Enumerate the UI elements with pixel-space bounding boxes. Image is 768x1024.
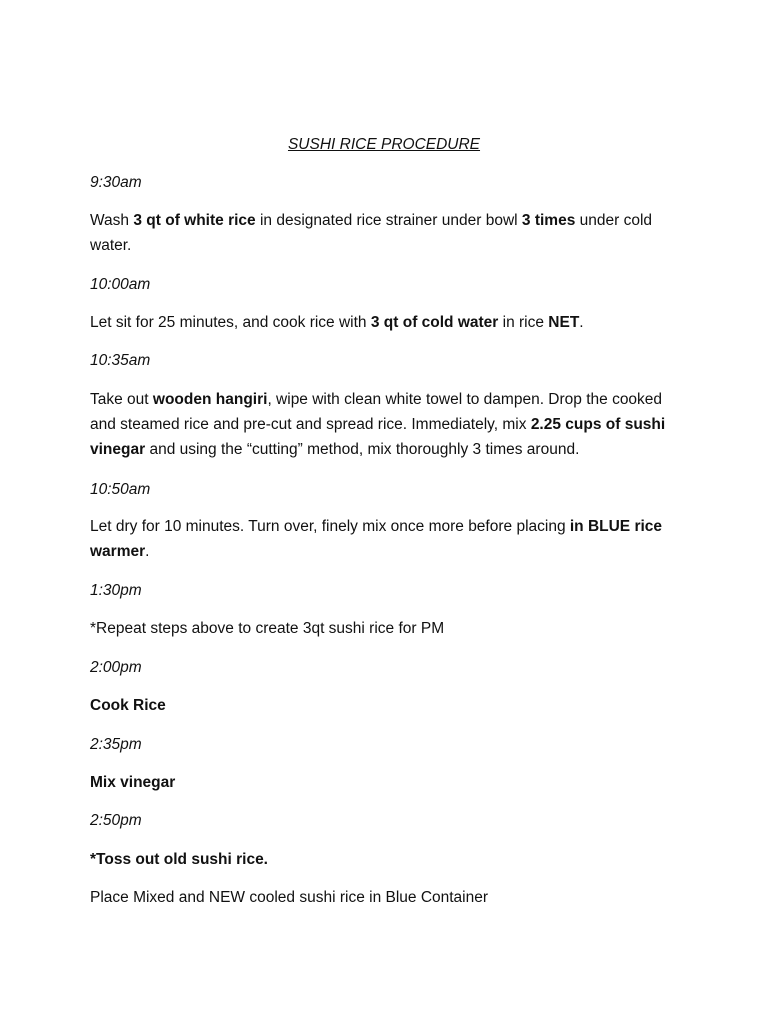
instruction-text: in rice <box>498 314 549 331</box>
instruction-text: under cold water. <box>90 212 653 254</box>
instruction-text: . <box>145 543 150 560</box>
instruction-text: Wash <box>90 212 134 229</box>
instruction-emphasis: NET <box>548 314 580 331</box>
step-time: 10:50am <box>90 481 151 498</box>
instruction-text: Let dry for 10 minutes. Turn over, finely mix once more before placing <box>90 518 570 535</box>
instruction-emphasis: 3 qt of white rice <box>133 212 256 229</box>
step-instruction <box>90 514 680 564</box>
step-instruction <box>90 387 680 462</box>
instruction-emphasis: *Toss out old sushi rice. <box>90 851 268 868</box>
step-time: 10:35am <box>90 352 151 369</box>
instruction-emphasis: 2.25 cups of sushi vinegar <box>90 416 666 458</box>
instruction-text: Take out <box>90 391 153 408</box>
instruction-emphasis: Cook Rice <box>90 697 166 714</box>
instruction-text: *Repeat steps above to create 3qt sushi rice for PM <box>90 620 445 637</box>
step-time: 2:00pm <box>90 659 142 676</box>
instruction-text: , wipe with clean white towel to dampen. Drop the cooked and steamed rice and pre-cut and spread rice. Immediately, mix <box>90 391 663 433</box>
instruction-emphasis: in BLUE rice warmer <box>90 518 663 560</box>
step-instruction <box>90 770 680 795</box>
instruction-emphasis: 3 times <box>521 212 576 229</box>
instruction-emphasis: Mix vinegar <box>90 774 176 791</box>
step-time: 2:35pm <box>90 736 142 753</box>
step-instruction <box>90 847 680 872</box>
step-instruction <box>90 208 680 258</box>
step-instruction <box>90 693 680 718</box>
step-instruction <box>90 310 680 335</box>
step-time: 2:50pm <box>90 812 142 829</box>
instruction-emphasis: 3 qt of cold water <box>370 314 499 331</box>
step-instruction <box>90 616 680 641</box>
step-time: 1:30pm <box>90 582 142 599</box>
instruction-text: in designated rice strainer under bowl <box>255 212 522 229</box>
document-title: SUSHI RICE PROCEDURE <box>287 136 481 153</box>
step-time: 10:00am <box>90 276 151 293</box>
closing-note: Place Mixed and NEW cooled sushi rice in Blue Container <box>90 889 489 906</box>
instruction-text: Let sit for 25 minutes, and cook rice with <box>90 314 371 331</box>
step-time: 9:30am <box>90 174 142 191</box>
instruction-text: and using the “cutting” method, mix thoroughly 3 times around. <box>145 441 580 458</box>
instruction-text: . <box>579 314 584 331</box>
instruction-emphasis: wooden hangiri <box>152 391 268 408</box>
